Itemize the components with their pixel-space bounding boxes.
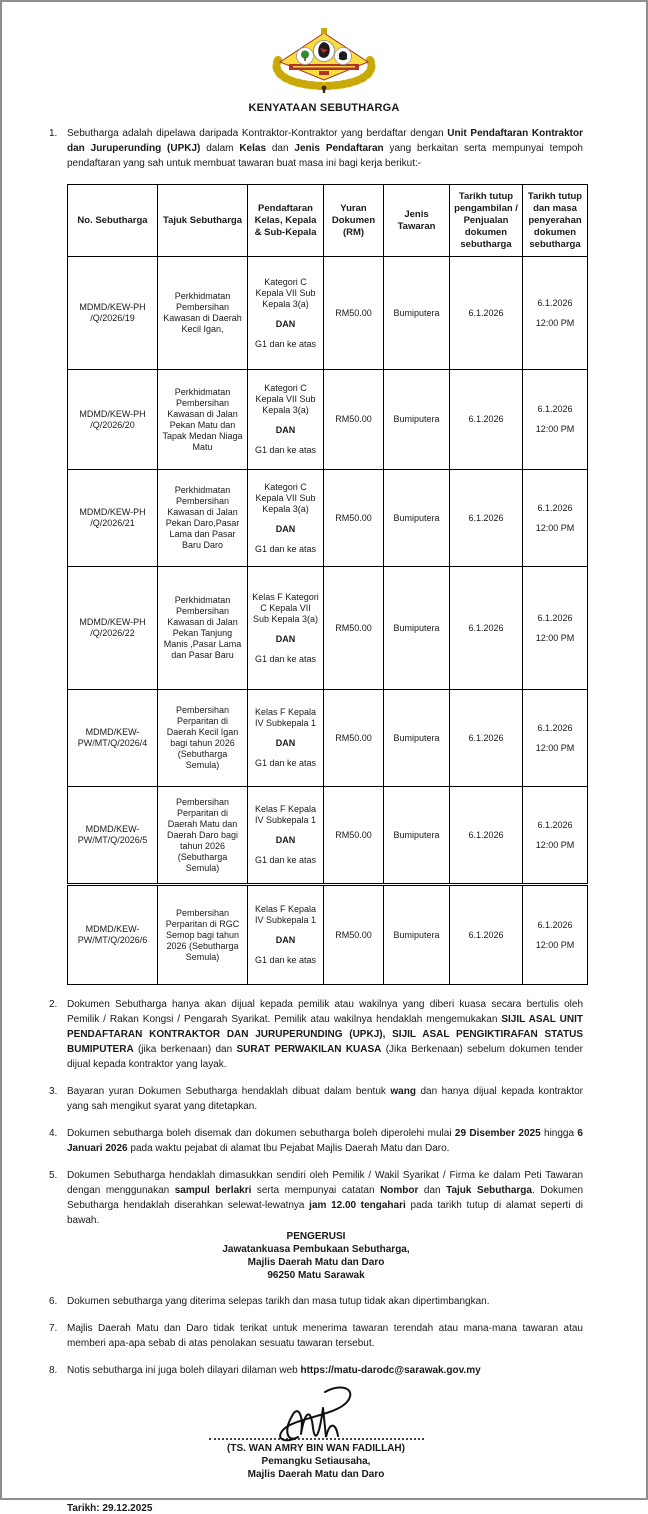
registration-cell <box>248 567 324 690</box>
column-header-registration: Pendaftaran Kelas, Kepala & Sub-Kepala <box>248 185 324 257</box>
notice-item-3 <box>49 1084 583 1114</box>
registration-grade: G1 dan ke atas <box>254 653 317 664</box>
signature-mark <box>241 1382 391 1444</box>
sale-close-cell: 6.1.2026 <box>450 885 523 985</box>
registration-cell <box>248 370 324 470</box>
offer-type-cell: Bumiputera <box>384 787 450 885</box>
registration-and: DAN <box>275 633 296 644</box>
table-row <box>68 567 588 690</box>
item-text: Bayaran yuran Dokumen Sebutharga hendaklah dibuat dalam bentuk wang dan hanya dijual kepada kontraktor yang sah mengikut syarat yang ditetapkan. <box>67 1086 583 1112</box>
address-line: Majlis Daerah Matu dan Daro <box>247 1257 385 1268</box>
submission-close-cell <box>523 885 588 985</box>
signature-line <box>209 1438 424 1440</box>
submission-time: 12:00 PM <box>535 424 575 434</box>
item-text: Dokumen Sebutharga hendaklah dimasukkan sendiri oleh Pemilik / Wakil Syarikat / Firma ke dalam Peti Tawaran dengan menggunakan sampul berlakri serta mempunyai catatan Nombor dan Tajuk Sebutharga. Dokumen Sebutharga hendaklah diserahkan selewat-lewatnya jam 12.00 tengahari pada tarikh tutup di alamat seperti di bawah. <box>67 1170 584 1226</box>
signatory-org: Majlis Daerah Matu dan Daro <box>247 1469 385 1480</box>
item-number: 6. <box>49 1296 58 1307</box>
submission-date: 6.1.2026 <box>537 502 573 513</box>
registration-grade: G1 dan ke atas <box>254 758 317 768</box>
registration-grade: G1 dan ke atas <box>254 445 317 455</box>
submission-time: 12:00 PM <box>535 522 575 533</box>
submission-close-cell <box>523 690 588 787</box>
tender-no-cell: MDMD/KEW-PH /Q/2026/22 <box>68 567 158 690</box>
tender-title-cell: Perkhidmatan Pembersihan Kawasan di Jalan Pekan Daro,Pasar Lama dan Pasar Baru Daro <box>158 470 248 567</box>
tender-title-cell: Perkhidmatan Pembersihan Kawasan di Daerah Kecil Igan, <box>158 257 248 370</box>
tender-title-cell: Perkhidmatan Pembersihan Kawasan di Jalan Pekan Matu dan Tapak Medan Niaga Matu <box>158 370 248 470</box>
registration-class: Kelas F Kategori C Kepala VII Sub Kepala 3(a) <box>252 591 319 624</box>
table-row <box>68 885 588 985</box>
tender-table <box>67 184 588 985</box>
submission-date: 6.1.2026 <box>537 919 573 930</box>
submission-close-cell <box>523 470 588 567</box>
notice-item-2 <box>49 997 583 1072</box>
offer-type-cell: Bumiputera <box>384 567 450 690</box>
fee-cell: RM50.00 <box>324 370 384 470</box>
item-text: Sebutharga adalah dipelawa daripada Kontraktor-Kontraktor yang berdaftar dengan Unit Pendaftaran Kontraktor dan Juruperunding (UPKJ) dalam Kelas dan Jenis Pendaftaran yang berkaitan serta mempunyai tempoh pendaftaran yang sah untuk membuat tawaran buat masa ini bagi kerja berikut:- <box>67 128 583 169</box>
column-header-no: No. Sebutharga <box>68 185 158 257</box>
submission-date: 6.1.2026 <box>537 404 573 414</box>
registration-and: DAN <box>275 523 296 534</box>
offer-type-cell: Bumiputera <box>384 885 450 985</box>
sale-close-cell: 6.1.2026 <box>450 567 523 690</box>
fee-cell: RM50.00 <box>324 690 384 787</box>
item-text: Notis sebutharga ini juga boleh dilayari dilaman web https://matu-darodc@sarawak.gov.my <box>67 1365 481 1376</box>
submission-close-cell <box>523 257 588 370</box>
submission-date: 6.1.2026 <box>537 819 573 830</box>
submission-time: 12:00 PM <box>535 632 575 643</box>
offer-type-cell: Bumiputera <box>384 690 450 787</box>
notice-item-6 <box>49 1294 583 1309</box>
logo-container <box>2 28 646 94</box>
item-number: 1. <box>49 128 58 139</box>
item-number: 5. <box>49 1170 58 1181</box>
notice-item-1 <box>49 126 583 171</box>
registration-and: DAN <box>275 318 296 329</box>
table-row <box>68 470 588 567</box>
item-number: 2. <box>49 999 58 1010</box>
column-header-offer-type: Jenis Tawaran <box>384 185 450 257</box>
item-number: 4. <box>49 1128 58 1139</box>
fee-cell: RM50.00 <box>324 470 384 567</box>
tender-no-cell: MDMD/KEW- PW/MT/Q/2026/6 <box>68 885 158 985</box>
table-row <box>68 787 588 885</box>
registration-and: DAN <box>275 738 296 748</box>
registration-class: Kategori C Kepala VII Sub Kepala 3(a) <box>255 481 316 514</box>
registration-class: Kelas F Kepala IV Subkepala 1 <box>254 904 317 925</box>
offer-type-cell: Bumiputera <box>384 470 450 567</box>
registration-cell <box>248 787 324 885</box>
sale-close-cell: 6.1.2026 <box>450 257 523 370</box>
tender-title-cell: Pembersihan Perparitan di Daerah Kecil Igan bagi tahun 2026 (Sebutharga Semula) <box>158 690 248 787</box>
signature-block <box>49 1382 583 1481</box>
notice-item-4 <box>49 1126 583 1156</box>
notice-item-8 <box>49 1363 583 1378</box>
sale-close-cell: 6.1.2026 <box>450 690 523 787</box>
sale-close-cell: 6.1.2026 <box>450 370 523 470</box>
registration-cell <box>248 690 324 787</box>
submission-date: 6.1.2026 <box>537 612 573 623</box>
tender-no-cell: MDMD/KEW- PW/MT/Q/2026/4 <box>68 690 158 787</box>
tender-no-cell: MDMD/KEW- PW/MT/Q/2026/5 <box>68 787 158 885</box>
item-text: Dokumen sebutharga yang diterima selepas tarikh dan masa tutup tidak akan dipertimbangkan. <box>67 1296 490 1307</box>
tender-no-cell: MDMD/KEW-PH /Q/2026/19 <box>68 257 158 370</box>
address-line: 96250 Matu Sarawak <box>267 1270 365 1281</box>
registration-and: DAN <box>275 835 296 845</box>
registration-cell <box>248 470 324 567</box>
fee-cell: RM50.00 <box>324 257 384 370</box>
submission-time: 12:00 PM <box>535 939 575 950</box>
tender-title-cell: Perkhidmatan Pembersihan Kawasan di Jalan Pekan Tanjung Manis ,Pasar Lama dan Pasar Baru <box>158 567 248 690</box>
address-line: Jawatankuasa Pembukaan Sebutharga, <box>222 1244 410 1255</box>
item-number: 7. <box>49 1323 58 1334</box>
submission-time: 12:00 PM <box>535 742 575 753</box>
tender-no-cell: MDMD/KEW-PH /Q/2026/21 <box>68 470 158 567</box>
submission-close-cell <box>523 787 588 885</box>
address-line: PENGERUSI <box>286 1231 346 1242</box>
column-header-submission-close: Tarikh tutup dan masa penyerahan dokumen sebutharga <box>523 185 588 257</box>
offer-type-cell: Bumiputera <box>384 370 450 470</box>
signatory-name: (TS. WAN AMRY BIN WAN FADILLAH) <box>227 1443 405 1454</box>
column-header-title: Tajuk Sebutharga <box>158 185 248 257</box>
tender-title-cell: Pembersihan Perparitan di RGC Semop bagi tahun 2026 (Sebutharga Semula) <box>158 885 248 985</box>
submission-time: 12:00 PM <box>535 839 575 850</box>
table-row <box>68 257 588 370</box>
signatory-role: Pemangku Setiausaha, <box>261 1456 371 1467</box>
sale-close-cell: 6.1.2026 <box>450 470 523 567</box>
registration-and: DAN <box>275 425 296 435</box>
submission-time: 12:00 PM <box>535 317 575 328</box>
submission-close-cell <box>523 567 588 690</box>
item-number: 8. <box>49 1365 58 1376</box>
table-row <box>68 690 588 787</box>
item-text: Majlis Daerah Matu dan Daro tidak terikat untuk menerima tawaran terendah atau mana-mana tawaran atau memberi apa-apa sebab di atas penolakan sesuatu tawaran tersebut. <box>67 1323 583 1349</box>
column-header-fee: Yuran Dokumen (RM) <box>324 185 384 257</box>
item-text: Dokumen sebutharga boleh disemak dan dokumen sebutharga boleh diperolehi mulai 29 Disember 2025 hingga 6 Januari 2026 pada waktu pejabat di alamat Ibu Pejabat Majlis Daerah Matu dan Daro. <box>67 1128 583 1154</box>
fee-cell: RM50.00 <box>324 885 384 985</box>
page-title: KENYATAAN SEBUTHARGA <box>248 102 400 114</box>
notice-body <box>2 126 646 1481</box>
column-header-sale-close: Tarikh tutup pengambilan / Penjualan dokumen sebutharga <box>450 185 523 257</box>
registration-cell <box>248 257 324 370</box>
submission-date: 6.1.2026 <box>537 722 573 733</box>
submission-date: 6.1.2026 <box>537 297 573 308</box>
submission-close-cell <box>523 370 588 470</box>
item-number: 3. <box>49 1086 58 1097</box>
council-crest-icon <box>263 28 385 94</box>
registration-class: Kategori C Kepala VII Sub Kepala 3(a) <box>255 383 316 415</box>
notice-date: Tarikh: 29.12.2025 <box>67 1503 153 1514</box>
submission-address <box>49 1230 583 1282</box>
fee-cell: RM50.00 <box>324 787 384 885</box>
table-row <box>68 370 588 470</box>
item-text: Dokumen Sebutharga hanya akan dijual kepada pemilik atau wakilnya yang diberi kuasa secara bertulis oleh Pemilik / Rakan Kongsi / Pengarah Syarikat. Pemilik atau wakilnya hendaklah mengemukakan SIJIL ASAL UNIT PENDAFTARAN KONTRAKTOR DAN JURUPERUNDING (UPKJ), SIJIL ASAL PENGIKTIRAFAN STATUS BUMIPUTERA (jika berkenaan) dan SURAT PERWAKILAN KUASA (Jika Berkenaan) sebelum dokumen tender dijual kepada kontraktor yang layak. <box>67 999 583 1070</box>
registration-class: Kategori C Kepala VII Sub Kepala 3(a) <box>255 276 316 309</box>
registration-grade: G1 dan ke atas <box>254 855 317 865</box>
sale-close-cell: 6.1.2026 <box>450 787 523 885</box>
notice-item-7 <box>49 1321 583 1351</box>
tender-title-cell: Pembersihan Perparitan di Daerah Matu dan Daerah Daro bagi tahun 2026 (Sebutharga Semula) <box>158 787 248 885</box>
offer-type-cell: Bumiputera <box>384 257 450 370</box>
registration-grade: G1 dan ke atas <box>254 543 317 554</box>
registration-class: Kelas F Kepala IV Subkepala 1 <box>254 707 317 728</box>
notice-item-5 <box>49 1168 583 1228</box>
registration-class: Kelas F Kepala IV Subkepala 1 <box>254 804 317 825</box>
fee-cell: RM50.00 <box>324 567 384 690</box>
registration-cell <box>248 885 324 985</box>
registration-grade: G1 dan ke atas <box>254 955 317 965</box>
registration-and: DAN <box>275 935 296 945</box>
tender-no-cell: MDMD/KEW-PH /Q/2026/20 <box>68 370 158 470</box>
registration-grade: G1 dan ke atas <box>254 338 317 349</box>
table-header-row <box>68 185 588 257</box>
